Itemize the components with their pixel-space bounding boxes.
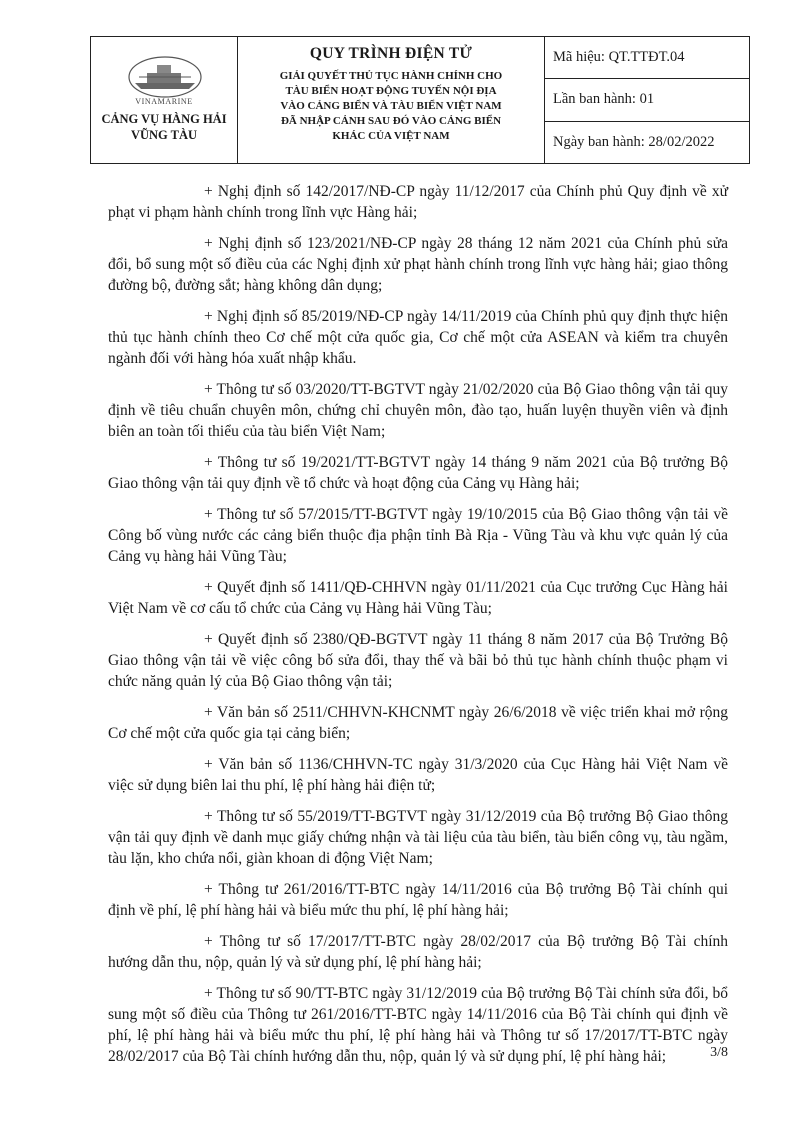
ship-logo-icon <box>127 55 203 99</box>
paragraph-text: + Thông tư 261/2016/TT-BTC ngày 14/11/2016 của Bộ trưởng Bộ Tài chính qui định về phí, lệ phí hàng hải và biểu mức thu phí, lệ phí hàng hải; <box>108 881 728 919</box>
subtitle-line: TÀU BIỂN HOẠT ĐỘNG TUYẾN NỘI ĐỊA <box>285 85 497 97</box>
org-line-2: VŨNG TÀU <box>130 128 198 142</box>
org-line-1: CẢNG VỤ HÀNG HẢI <box>101 112 227 126</box>
organization-name <box>91 111 237 143</box>
paragraph-text: + Thông tư số 03/2020/TT-BGTVT ngày 21/02/2020 của Bộ Giao thông vận tải quy định về tiêu chuẩn chuyên môn, chứng chỉ chuyên môn, đào tạo, huấn luyện thuyền viên và định biên an toàn tối thiểu của tàu biển Việt Nam; <box>108 381 728 440</box>
paragraph-text: + Nghị định số 142/2017/NĐ-CP ngày 11/12/2017 của Chính phủ Quy định về xử phạt vi phạm hành chính trong lĩnh vực Hàng hải; <box>108 183 728 221</box>
legal-reference <box>108 629 728 692</box>
ma-hieu: Mã hiệu: QT.TTĐT.04 <box>545 37 749 79</box>
paragraph-text: + Thông tư số 90/TT-BTC ngày 31/12/2019 của Bộ trưởng Bộ Tài chính sửa đổi, bổ sung một số điều của Thông tư 261/2016/TT-BTC ngày 14/11/2016 của Bộ Tài chính qui định về phí, lệ phí hàng hải và biểu mức thu phí, lệ phí hàng hải và Thông tư số 17/2017/TT-BTC ngày 28/02/2017 của Bộ Tài chính hướng dẫn thu, nộp, quản lý và sử dụng phí, lệ phí hàng hải; <box>108 985 728 1065</box>
subtitle-line: KHÁC CỦA VIỆT NAM <box>332 130 450 142</box>
paragraph-text: + Thông tư số 55/2019/TT-BGTVT ngày 31/12/2019 của Bộ trưởng Bộ Giao thông vận tải quy định về danh mục giấy chứng nhận và tài liệu của tàu biển, tàu biển công vụ, tàu ngầm, tàu lặn, kho chứa nổi, giàn khoan di động Việt Nam; <box>108 808 728 867</box>
meta-block <box>545 37 749 163</box>
legal-reference <box>108 306 728 369</box>
legal-reference <box>108 702 728 744</box>
lan-ban-hanh: Lần ban hành: 01 <box>545 79 749 121</box>
legal-reference <box>108 452 728 494</box>
paragraph-text: + Văn bản số 1136/CHHVN-TC ngày 31/3/2020 của Cục Hàng hải Việt Nam về việc sử dụng biên lai thu phí, lệ phí hàng hải điện tử; <box>108 756 728 794</box>
legal-reference <box>108 379 728 442</box>
document-title: QUY TRÌNH ĐIỆN TỬ <box>309 45 473 62</box>
legal-reference <box>108 233 728 296</box>
paragraph-text: + Văn bản số 2511/CHHVN-KHCNMT ngày 26/6/2018 về việc triển khai mở rộng Cơ chế một cửa quốc gia tại cảng biển; <box>108 704 728 742</box>
legal-reference <box>108 577 728 619</box>
paragraph-text: + Nghị định số 123/2021/NĐ-CP ngày 28 tháng 12 năm 2021 của Chính phủ sửa đổi, bổ sung một số điều của các Nghị định xử phạt hành chính trong lĩnh vực hàng hải; giao thông đường bộ, đường sắt; hàng không dân dụng; <box>108 235 728 294</box>
paragraph-text: + Quyết định số 2380/QĐ-BGTVT ngày 11 tháng 8 năm 2017 của Bộ Trưởng Bộ Giao thông vận tải về việc công bố sửa đổi, thay thế và bãi bỏ thủ tục hành chính thuộc phạm vi chức năng quản lý của Bộ Giao thông vận tải; <box>108 631 728 690</box>
document-subtitle <box>238 69 544 144</box>
subtitle-line: VÀO CẢNG BIỂN VÀ TÀU BIỂN VIỆT NAM <box>280 100 502 112</box>
org-block <box>91 37 238 163</box>
paragraph-text: + Thông tư số 19/2021/TT-BGTVT ngày 14 tháng 9 năm 2021 của Bộ trưởng Bộ Giao thông vận tải quy định về tổ chức và hoạt động của Cảng vụ Hàng hải; <box>108 454 728 492</box>
document-header <box>90 36 750 164</box>
paragraph-text: + Thông tư số 17/2017/TT-BTC ngày 28/02/2017 của Bộ trưởng Bộ Tài chính hướng dẫn thu, nộp, quản lý và sử dụng phí, lệ phí hàng hải; <box>108 933 728 971</box>
paragraph-text: + Thông tư số 57/2015/TT-BGTVT ngày 19/10/2015 của Bộ Giao thông vận tải về Công bố vùng nước các cảng biển thuộc địa phận tỉnh Bà Rịa - Vũng Tàu và khu vực quản lý của Cảng vụ hàng hải Vũng Tàu; <box>108 506 728 565</box>
legal-reference <box>108 754 728 796</box>
legal-reference <box>108 931 728 973</box>
legal-reference <box>108 504 728 567</box>
paragraph-text: + Quyết định số 1411/QĐ-CHHVN ngày 01/11/2021 của Cục trưởng Cục Hàng hải Việt Nam về cơ cấu tổ chức của Cảng vụ Hàng hải Vũng Tàu; <box>108 579 728 617</box>
title-block <box>238 37 545 163</box>
logo-text: VINAMARINE <box>135 97 193 106</box>
legal-reference <box>108 181 728 223</box>
page-number: 3/8 <box>710 1045 728 1060</box>
document-body <box>108 181 728 1077</box>
ngay-ban-hanh: Ngày ban hành: 28/02/2022 <box>553 133 715 150</box>
legal-reference <box>108 879 728 921</box>
legal-reference <box>108 983 728 1067</box>
legal-reference <box>108 806 728 869</box>
subtitle-line: ĐÃ NHẬP CẢNH SAU ĐÓ VÀO CẢNG BIỂN <box>280 115 502 127</box>
subtitle-line: GIẢI QUYẾT THỦ TỤC HÀNH CHÍNH CHO <box>279 70 503 82</box>
paragraph-text: + Nghị định số 85/2019/NĐ-CP ngày 14/11/2019 của Chính phủ quy định thực hiện thủ tục hành chính theo Cơ chế một cửa quốc gia, Cơ chế một cửa ASEAN và kiểm tra chuyên ngành đối với hàng hóa xuất nhập khẩu. <box>108 308 728 367</box>
